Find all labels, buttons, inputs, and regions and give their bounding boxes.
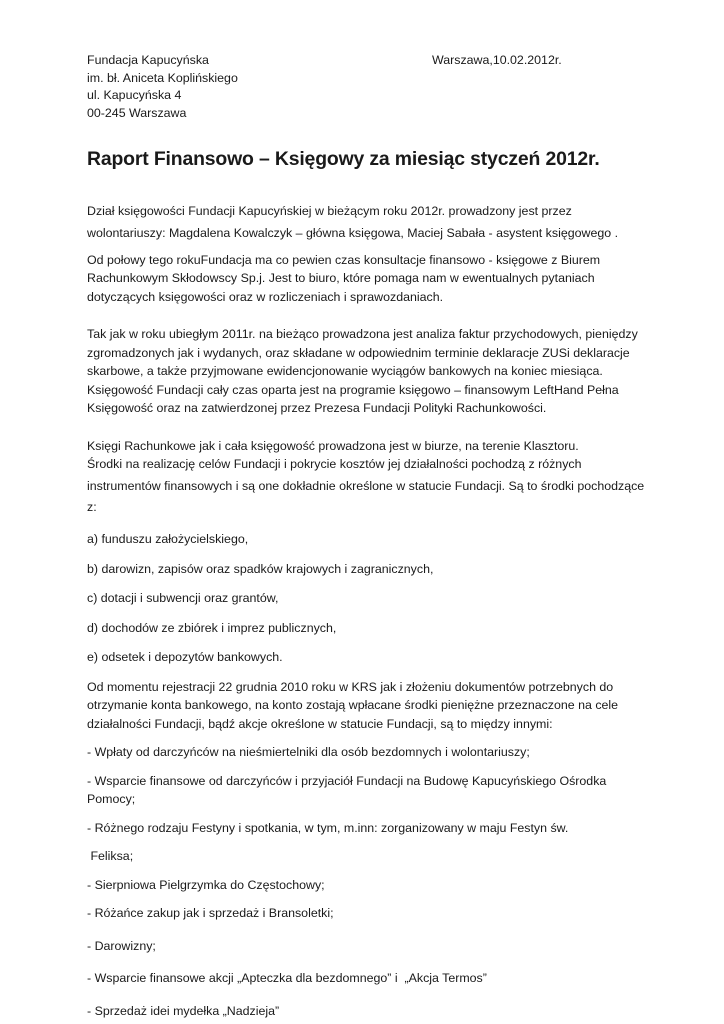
paragraph-line: Rachunkowym Skłodowscy Sp.j. Jest to biuro, które pomaga nam w ewentualnych pytaniach — [87, 271, 595, 285]
list-item: - Darowizny; — [87, 938, 156, 953]
list-item: - Różańce zakup jak i sprzedaż i Bransoletki; — [87, 906, 334, 920]
paragraph-line: instrumentów finansowych i są one dokładnie określone w statucie Fundacji. Są to środki pochodzące — [87, 478, 645, 493]
paragraph-line: otrzymanie konta bankowego, na konto zostają wpłacane środki pieniężne przeznaczone na cele — [87, 698, 619, 712]
sender-street: ul. Kapucyńska 4 — [87, 88, 182, 102]
paragraph-line: wolontariuszy: Magdalena Kowalczyk – główna księgowa, Maciej Sabała - asystent księgowego . — [87, 225, 619, 240]
paragraph-line: Księgowość oraz na zatwierdzonej przez Prezesa Fundacji Polityki Rachunkowości. — [87, 401, 547, 415]
sender-city: 00-245 Warszawa — [87, 105, 187, 120]
paragraph-line: Od momentu rejestracji 22 grudnia 2010 roku w KRS jak i złożeniu dokumentów potrzebnych do — [87, 679, 614, 694]
list-item: Feliksa; — [87, 849, 134, 863]
paragraph-income — [87, 678, 647, 734]
list-item: c) dotacji i subwencji oraz grantów, — [87, 591, 279, 605]
list-item: - Wsparcie finansowe akcji „Apteczka dla bezdomnego” i „Akcja Termos” — [87, 971, 487, 985]
list-item: - Sprzedaż idei mydełka „Nadzieja” — [87, 1003, 280, 1018]
list-item: b) darowizn, zapisów oraz spadków krajowych i zagranicznych, — [87, 561, 434, 576]
paragraph-funding — [87, 437, 647, 517]
list-item — [87, 772, 647, 809]
paragraph-line: Tak jak w roku ubiegłym 2011r. na bieżąco prowadzona jest analiza faktur przychodowych, pieniędzy — [87, 327, 638, 341]
paragraph-line: zgromadzonych jak i wydanych, oraz składane w odpowiednim terminie deklaracje ZUSi deklaracje — [87, 345, 630, 360]
list-item: - Sierpniowa Pielgrzymka do Częstochowy; — [87, 877, 325, 892]
paragraph-line: z: — [87, 499, 97, 514]
paragraph-line: dotyczących księgowości oraz w rozliczeniach i sprawozdaniach. — [87, 289, 444, 304]
sender-address — [87, 52, 238, 122]
list-item: - Wpłaty od darczyńców na nieśmiertelniki dla osób bezdomnych i wolontariuszy; — [87, 745, 530, 759]
paragraph-staff — [87, 202, 647, 245]
paragraph-line: Środki na realizację celów Fundacji i pokrycie kosztów jej działalności pochodzą z różnych — [87, 457, 582, 471]
paragraph-line: Księgowość Fundacji cały czas oparta jest na programie księgowo – finansowym LeftHand Pełna — [87, 382, 619, 397]
paragraph-line: Księgi Rachunkowe jak i cała księgowość prowadzona jest w biurze, na terenie Klasztoru. — [87, 438, 579, 453]
list-item: d) dochodów ze zbiórek i imprez publicznych, — [87, 620, 337, 635]
paragraph-accounting — [87, 325, 647, 418]
paragraph-line: Od połowy tego rokuFundacja ma co pewien czas konsultacje finansowo - księgowe z Biurem — [87, 252, 601, 267]
report-body — [87, 202, 647, 1020]
paragraph-line: działalności Fundacji, bądź akcje określone w statucie Fundacji, są to między innymi: — [87, 716, 553, 731]
list-item: a) funduszu założycielskiego, — [87, 532, 249, 546]
list-item-line: - Wsparcie finansowe od darczyńców i przyjaciół Fundacji na Budowę Kapucyńskiego Ośrodka — [87, 773, 607, 788]
sender-org: Fundacja Kapucyńska — [87, 53, 209, 67]
document-date: Warszawa,10.02.2012r. — [432, 53, 562, 67]
list-item-line: Pomocy; — [87, 792, 136, 806]
page-title: Raport Finansowo – Księgowy za miesiąc styczeń 2012r. — [87, 148, 600, 170]
list-item: e) odsetek i depozytów bankowych. — [87, 650, 283, 664]
sender-patron: im. bł. Aniceta Koplińskiego — [87, 70, 238, 85]
paragraph-line: Dział księgowości Fundacji Kapucyńskiej w bieżącym roku 2012r. prowadzony jest przez — [87, 204, 572, 218]
paragraph-line: skarbowe, a także przyjmowane ewidencjonowanie wyciągów bankowych na koniec miesiąca. — [87, 364, 603, 378]
list-item: - Różnego rodzaju Festyny i spotkania, w tym, m.inn: zorganizowany w maju Festyn św. — [87, 820, 569, 835]
paragraph-consulting — [87, 251, 647, 307]
